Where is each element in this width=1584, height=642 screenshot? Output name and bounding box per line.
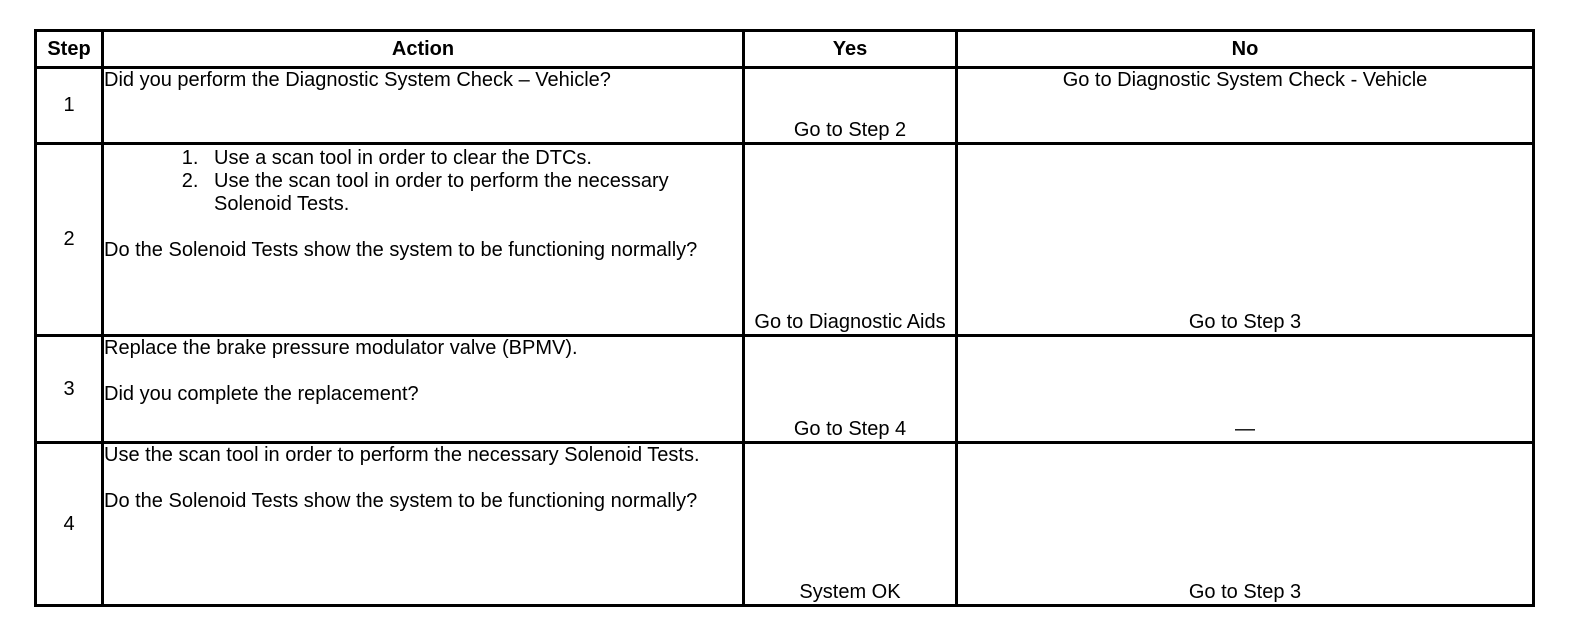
- no-cell: Go to Step 3: [957, 144, 1534, 336]
- diagnostic-table: [34, 29, 1535, 607]
- header-action: Action: [103, 31, 744, 68]
- action-cell: [103, 68, 744, 144]
- yes-cell: Go to Diagnostic Aids: [744, 144, 957, 336]
- action-question: Do the Solenoid Tests show the system to be functioning normally?: [104, 490, 698, 512]
- yes-cell: Go to Step 4: [744, 336, 957, 443]
- table-row: [36, 144, 1534, 336]
- header-yes: Yes: [744, 31, 957, 68]
- table-row: [36, 443, 1534, 606]
- action-list: [104, 147, 742, 216]
- action-question: Do the Solenoid Tests show the system to be functioning normally?: [104, 239, 698, 261]
- yes-cell: Go to Step 2: [744, 68, 957, 144]
- no-cell: [957, 336, 1534, 443]
- no-dash: —: [1235, 418, 1255, 440]
- header-row: [36, 31, 1534, 68]
- action-instruction: Replace the brake pressure modulator valve (BPMV).: [104, 337, 578, 359]
- step-number: 1: [36, 68, 103, 144]
- action-cell: [103, 443, 744, 606]
- action-list-item: 2. Use the scan tool in order to perform the necessary Solenoid Tests.: [204, 170, 742, 216]
- step-number: 3: [36, 336, 103, 443]
- step-number: 4: [36, 443, 103, 606]
- yes-cell: System OK: [744, 443, 957, 606]
- action-question: Did you complete the replacement?: [104, 383, 419, 405]
- no-cell: Go to Diagnostic System Check - Vehicle: [957, 68, 1534, 144]
- action-instruction: Use the scan tool in order to perform the necessary Solenoid Tests.: [104, 444, 700, 466]
- table-row: [36, 68, 1534, 144]
- action-cell: [103, 144, 744, 336]
- header-no: No: [957, 31, 1534, 68]
- table-row: [36, 336, 1534, 443]
- action-cell: [103, 336, 744, 443]
- header-step: Step: [36, 31, 103, 68]
- step-number: 2: [36, 144, 103, 336]
- action-question: Did you perform the Diagnostic System Check – Vehicle?: [104, 69, 611, 91]
- no-cell: Go to Step 3: [957, 443, 1534, 606]
- action-list-item: 1. Use a scan tool in order to clear the DTCs.: [204, 147, 742, 170]
